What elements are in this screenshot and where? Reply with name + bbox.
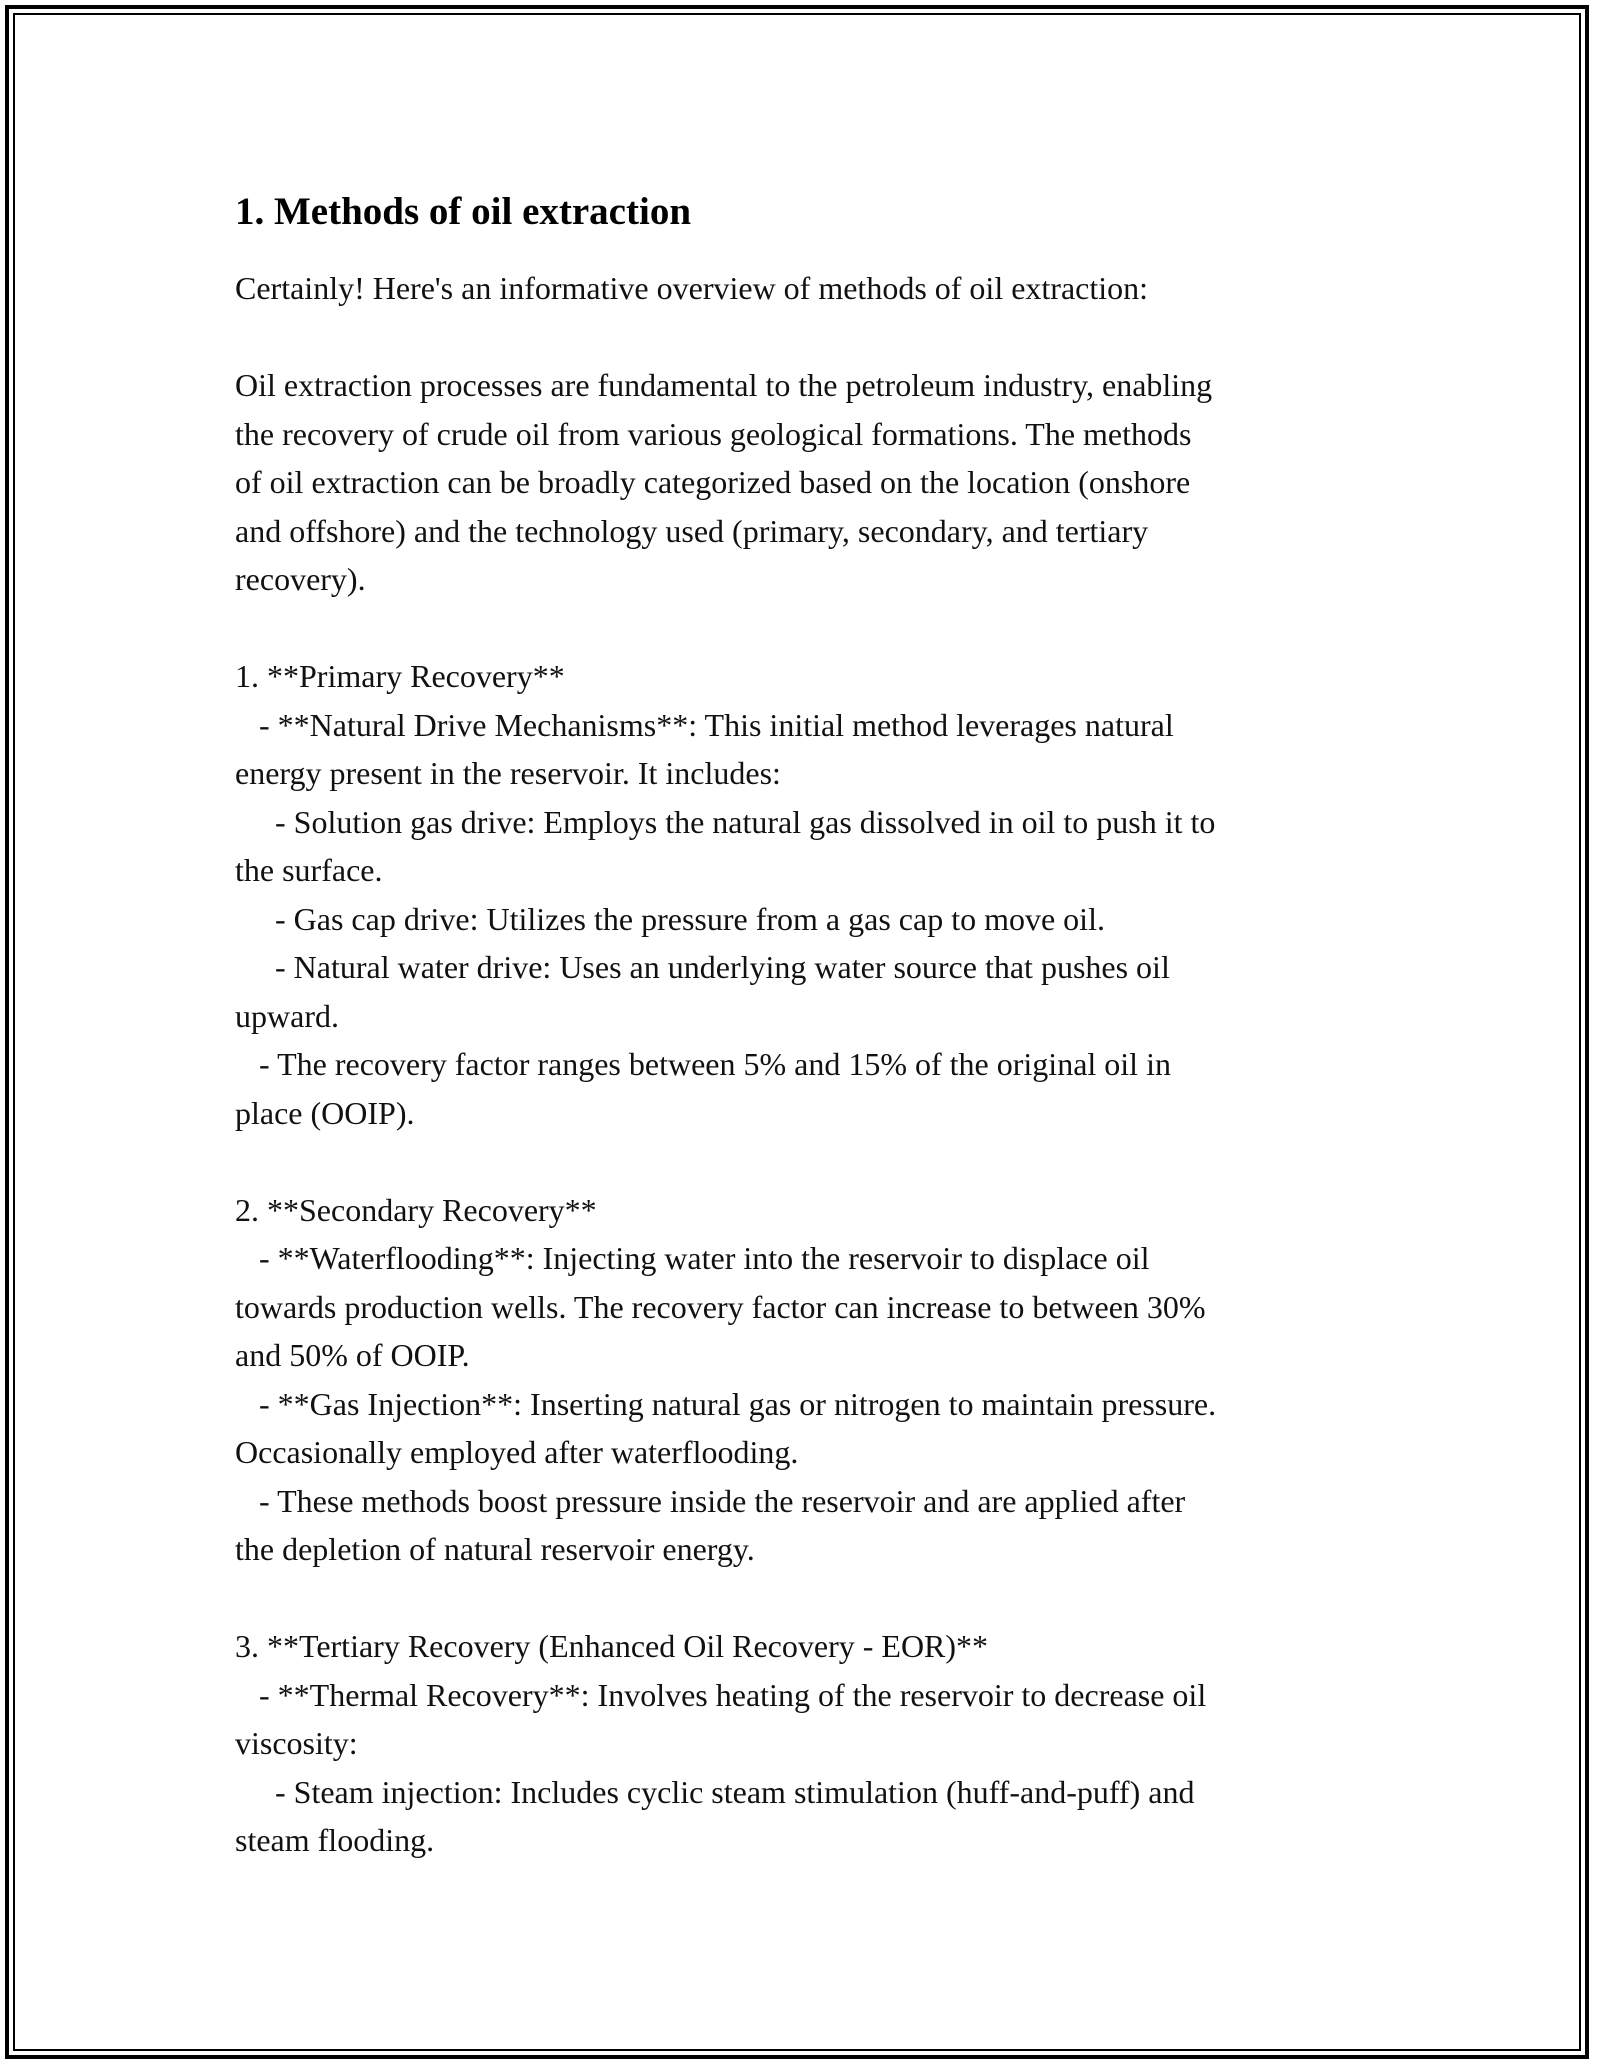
page-title: 1. Methods of oil extraction	[235, 190, 692, 233]
document-body: Certainly! Here's an informative overview of methods of oil extraction: Oil extraction processes are fundamental to the petroleum industry, enabling the recovery of crude oil from various geological formations. The methods of oil extraction can be broadly categorized based on the location (onshore and offshore) and the technology used (primary, secondary, and tertiary recovery). 1. **Primary Recovery** - **Natural Drive Mechanisms**: This initial method leverages natural energy present in the reservoir. It includes: - Solution gas drive: Employs the natural gas dissolved in oil to push it to the surface. - Gas cap drive: Utilizes the pressure from a gas cap to move oil. - Natural water drive: Uses an underlying water source that pushes oil upward. - The recovery factor ranges between 5% and 15% of the original oil in place (OOIP). 2. **Secondary Recovery** - **Waterflooding**: Injecting water into the reservoir to displace oil towards production wells. The recovery factor can increase to between 30% and 50% of OOIP. - **Gas Injection**: Inserting natural gas or nitrogen to maintain pressure. Occasionally employed after waterflooding. - These methods boost pressure inside the reservoir and are applied after the depletion of natural reservoir energy. 3. **Tertiary Recovery (Enhanced Oil Recovery - EOR)** - **Thermal Recovery**: Involves heating of the reservoir to decrease oil viscosity: - Steam injection: Includes cyclic steam stimulation (huff-and-puff) and steam flooding.	[235, 270, 1217, 1858]
document-content	[235, 186, 1365, 1865]
